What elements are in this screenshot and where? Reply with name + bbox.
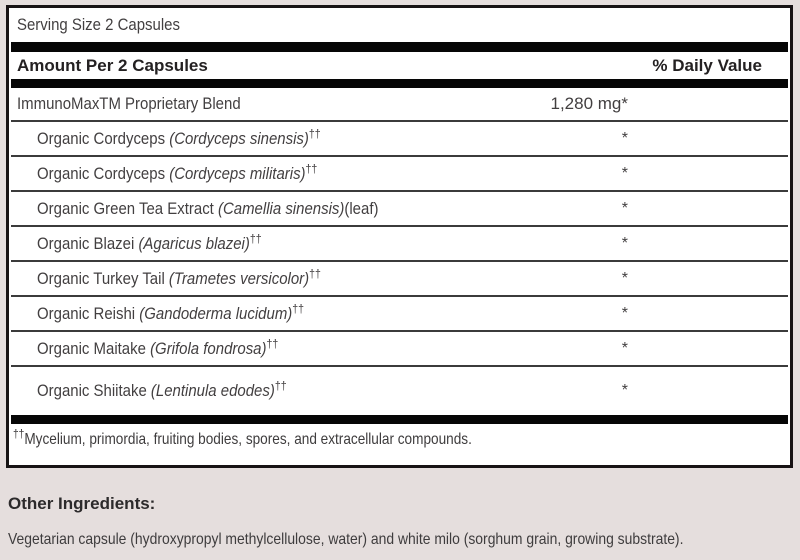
ingredient-row (11, 332, 788, 367)
ingredient-name-common: Organic Green Tea Extract (37, 198, 218, 218)
ingredient-name-common: Organic Maitake (37, 338, 151, 358)
footnote-row (11, 424, 788, 449)
ingredient-daily-value: * (621, 382, 628, 399)
ingredient-name-common: Organic Turkey Tail (37, 268, 169, 288)
ingredient-row (11, 227, 788, 262)
ingredient-name-latin: (Cordyceps sinensis) (169, 128, 309, 148)
blend-row (11, 88, 788, 122)
dagger-marker: †† (309, 265, 321, 280)
daily-value-column-header: % Daily Value (652, 55, 762, 75)
divider-bar-top (11, 42, 788, 52)
ingredient-name (37, 230, 262, 254)
ingredient-row (11, 192, 788, 227)
footnote-text-wrap (13, 426, 472, 449)
ingredient-name (37, 300, 305, 324)
ingredient-name-common: Organic Shiitake (37, 381, 151, 400)
other-ingredients-title: Other Ingredients: (8, 494, 156, 513)
ingredient-name (37, 199, 378, 219)
ingredient-name-common: Organic Cordyceps (37, 128, 170, 148)
ingredient-name-latin: (Lentinula edodes) (150, 381, 275, 400)
ingredient-name (37, 378, 287, 401)
other-ingredients-text: Vegetarian capsule (hydroxypropyl methylcellulose, water) and white milo (sorghum grain, growing substrate). (8, 531, 684, 548)
ingredient-name-common: Organic Blazei (37, 233, 139, 253)
ingredient-name-latin: (Cordyceps militaris) (169, 163, 306, 183)
ingredient-name-latin: (Trametes versicolor) (168, 268, 310, 288)
ingredient-daily-value: * (621, 234, 628, 252)
dagger-marker: †† (266, 335, 279, 350)
ingredient-row (11, 367, 788, 415)
blend-amount: 1,280 mg* (550, 94, 628, 113)
ingredient-name (37, 335, 279, 359)
ingredient-daily-value: * (621, 199, 628, 217)
ingredient-daily-value: * (621, 304, 628, 322)
dagger-marker: †† (13, 426, 25, 441)
dagger-marker: †† (292, 300, 305, 315)
ingredient-name (37, 160, 318, 184)
ingredient-daily-value: * (621, 164, 628, 182)
ingredient-daily-value: * (621, 339, 628, 357)
amount-column-header: Amount Per 2 Capsules (17, 55, 208, 75)
footnote-text: Mycelium, primordia, fruiting bodies, spores, and extracellular compounds. (24, 431, 472, 448)
ingredient-row (11, 297, 788, 332)
divider-bar-bottom (11, 415, 788, 424)
ingredient-daily-value: * (621, 269, 628, 287)
supplement-facts-panel (6, 5, 793, 468)
ingredient-name-common: Organic Reishi (37, 303, 140, 323)
ingredient-row (11, 157, 788, 192)
serving-size-row (11, 8, 788, 42)
ingredient-name-common: Organic Cordyceps (37, 163, 170, 183)
ingredient-name (37, 125, 321, 149)
blend-name: ImmunoMaxTM Proprietary Blend (17, 94, 241, 113)
ingredient-row (11, 122, 788, 157)
ingredient-daily-value: * (621, 129, 628, 147)
ingredient-name-latin: (Grifola fondrosa) (150, 338, 267, 358)
ingredient-name (37, 265, 321, 289)
ingredient-name-suffix: (leaf) (344, 198, 379, 218)
ingredient-name-latin: (Agaricus blazei) (138, 233, 250, 253)
serving-size-text: Serving Size 2 Capsules (17, 15, 180, 34)
ingredient-name-latin: (Gandoderma lucidum) (139, 303, 293, 323)
dagger-marker: †† (305, 160, 318, 175)
column-header-row (11, 52, 788, 79)
dagger-marker: †† (249, 230, 262, 245)
dagger-marker: †† (308, 125, 321, 140)
ingredient-name-latin: (Camellia sinensis) (217, 198, 345, 218)
dagger-marker: †† (274, 378, 287, 393)
ingredient-row (11, 262, 788, 297)
divider-bar-header (11, 79, 788, 88)
